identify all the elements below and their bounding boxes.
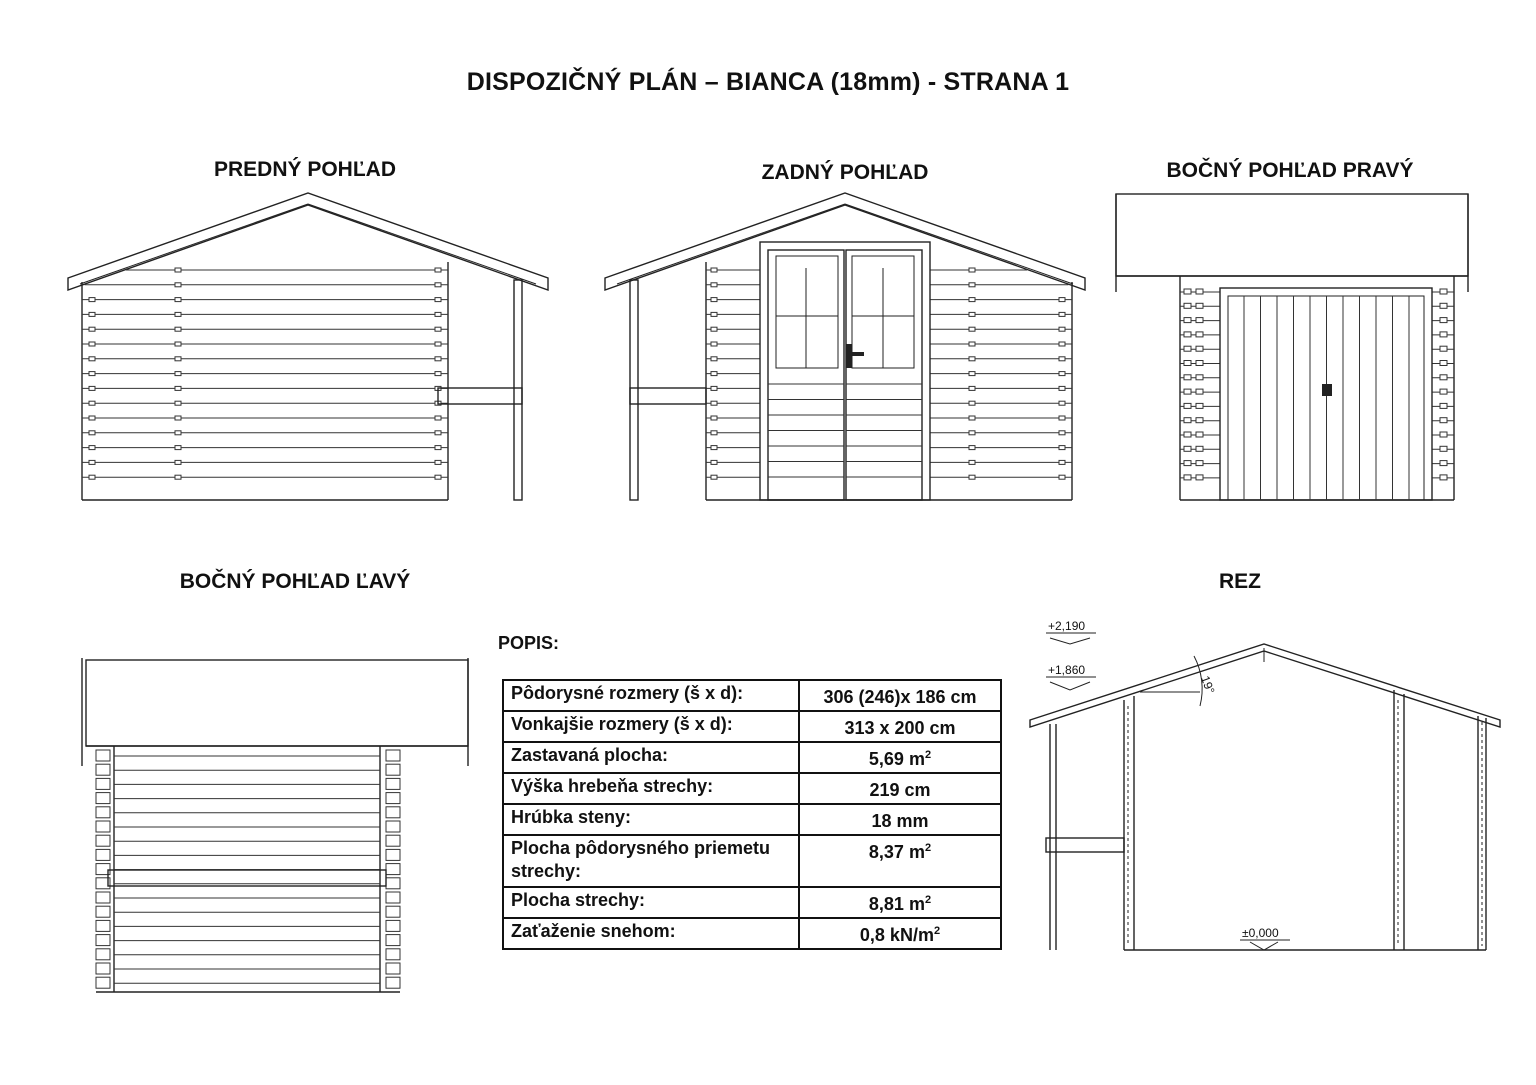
back-view-label: ZADNÝ POHĽAD (761, 161, 929, 184)
level-ground-label: ±0,000 (1242, 926, 1279, 940)
section-view-label: REZ (1219, 570, 1261, 593)
front-view-drawing (68, 193, 548, 500)
spec-label: Zastavaná plocha: (503, 742, 799, 773)
spec-label: Pôdorysné rozmery (š x d): (503, 680, 799, 711)
front-view-label: PREDNÝ POHĽAD (213, 158, 397, 181)
spec-value-sup: 2 (924, 894, 932, 906)
side-left-view-label: BOČNÝ POHĽAD ĽAVÝ (179, 570, 411, 593)
side-right-view-label: BOČNÝ POHĽAD PRAVÝ (1166, 159, 1414, 182)
spec-value-text: 313 x 200 cm (844, 718, 956, 738)
spec-label: Plocha pôdorysného priemetu strechy: (503, 835, 799, 887)
level-top-label: +2,190 (1048, 619, 1086, 633)
spec-value-sup: 2 (933, 925, 941, 937)
spec-value-text: 18 mm (871, 811, 929, 831)
spec-value-sup: 2 (924, 842, 932, 854)
spec-value-text: 0,8 kN/m (859, 925, 934, 945)
spec-value-sup: 2 (924, 749, 932, 761)
spec-value-text: 306 (246)x 186 cm (823, 687, 977, 707)
spec-value-text: 8,37 m (868, 842, 925, 862)
popis-label: POPIS: (498, 633, 560, 653)
section-view-drawing (1030, 619, 1500, 950)
back-view-drawing (605, 193, 1085, 500)
side-right-view-drawing (1116, 194, 1468, 500)
spec-value-text: 5,69 m (868, 749, 925, 769)
spec-label: Vonkajšie rozmery (š x d): (503, 711, 799, 742)
spec-label: Hrúbka steny: (503, 804, 799, 835)
level-mid-label: +1,860 (1048, 663, 1086, 677)
side-left-view-drawing (82, 658, 468, 992)
roof-angle-label: 19° (1198, 673, 1218, 696)
spec-label: Plocha strechy: (503, 887, 799, 918)
spec-value-text: 8,81 m (868, 894, 925, 914)
spec-label: Výška hrebeňa strechy: (503, 773, 799, 804)
page-title: DISPOZIČNÝ PLÁN – BIANCA (18mm) - STRANA 1 (466, 68, 1070, 96)
spec-value-text: 219 cm (869, 780, 931, 800)
spec-label: Zaťaženie snehom: (503, 918, 799, 949)
